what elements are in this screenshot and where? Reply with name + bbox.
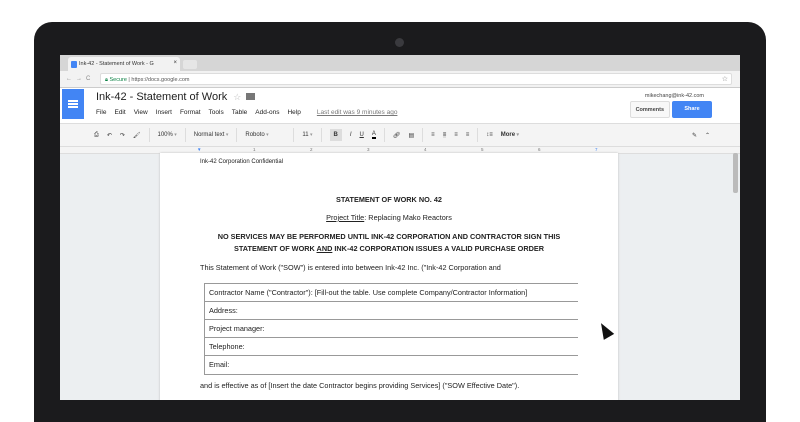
divider (422, 128, 423, 142)
warning-line-1: NO SERVICES MAY BE PERFORMED UNTIL INK-42 CORPORATION AND CONTRACTOR SIGN THIS (217, 232, 561, 241)
divider (477, 128, 478, 142)
ruler-label: 3 (367, 147, 370, 152)
user-account[interactable]: mikechang@ink-42.com (644, 93, 704, 99)
table-row[interactable]: Contractor Name ("Contractor"): [Fill-out the table. Use complete Company/Contractor Information] (205, 284, 578, 302)
more-button[interactable]: More ▾ (501, 132, 519, 138)
table-row[interactable]: Email: (209, 360, 230, 369)
doc-title[interactable]: Ink-42 - Statement of Work (96, 91, 228, 103)
divider (293, 128, 294, 142)
comment-icon[interactable]: ▤ (408, 132, 415, 139)
print-icon[interactable]: ⎙ (94, 131, 99, 138)
indent-marker-icon[interactable]: ▼ (197, 147, 202, 152)
url-text: https://docs.google.com (131, 77, 190, 83)
docs-header (60, 88, 740, 123)
menu-file[interactable]: File (96, 109, 107, 116)
style-select[interactable]: Normal text ▾ (194, 132, 229, 138)
table-row[interactable]: Address: (205, 302, 578, 320)
last-edit-link[interactable]: Last edit was 9 minutes ago (316, 109, 398, 116)
italic-button[interactable]: I (349, 132, 352, 138)
paint-format-icon[interactable]: 🖌︎ (132, 132, 141, 139)
address-bar (60, 71, 740, 88)
comments-button[interactable]: Comments (630, 101, 670, 118)
menu-format[interactable]: Format (179, 109, 201, 116)
ruler-label: 6 (538, 147, 541, 152)
table-row[interactable]: Telephone: (205, 338, 578, 356)
divider (321, 128, 322, 142)
camera (395, 38, 404, 47)
scrollbar[interactable] (733, 153, 738, 193)
effective-text: and is effective as of [Insert the date Contractor begins providing Services] ("SOW Effective Date"). (200, 381, 520, 390)
divider (384, 128, 385, 142)
intro-text: This Statement of Work ("SOW") is entered into between Ink-42 Inc. ("Ink-42 Corporation and (200, 263, 501, 272)
docs-favicon-icon (71, 61, 77, 68)
doc-heading: STATEMENT OF WORK NO. 42 (336, 195, 442, 204)
document-page[interactable] (160, 153, 618, 400)
ruler-label: 7 (595, 147, 598, 152)
align-center-icon[interactable]: ≡ (442, 132, 447, 138)
divider (236, 128, 237, 142)
menu-addons[interactable]: Add-ons (255, 109, 280, 116)
collapse-icon[interactable]: ⌃ (704, 132, 710, 139)
warning-line-2c: INK-42 CORPORATION ISSUES A VALID PURCHASE ORDER (332, 244, 544, 253)
font-select[interactable]: Roboto ▾ (245, 132, 285, 138)
text-color-button[interactable]: A (371, 131, 376, 137)
align-right-icon[interactable]: ≡ (454, 132, 458, 138)
menu-insert[interactable]: Insert (155, 109, 172, 116)
undo-icon[interactable]: ↶ (106, 132, 112, 139)
ruler-label: 5 (481, 147, 484, 152)
project-title-value: : Replacing Mako Reactors (364, 213, 452, 222)
menu-view[interactable]: View (133, 109, 148, 116)
url-input[interactable]: 🔒︎ Secure | https://docs.google.com (100, 73, 732, 85)
ruler-label: 2 (310, 147, 313, 152)
underline-button[interactable]: U (359, 132, 364, 138)
align-left-icon[interactable]: ≡ (431, 132, 435, 138)
toolbar (60, 123, 740, 147)
new-tab-button[interactable] (183, 60, 197, 69)
table-row[interactable]: Project manager: (205, 320, 578, 338)
menu-tools[interactable]: Tools (208, 109, 224, 116)
nav-buttons-icon[interactable]: ←→C (66, 76, 95, 82)
divider (149, 128, 150, 142)
divider (185, 128, 186, 142)
warning-and: AND (316, 244, 333, 253)
line-spacing-icon[interactable]: ↕≡ (486, 132, 493, 138)
close-icon[interactable]: × (173, 60, 177, 66)
font-size-select[interactable]: 11 ▾ (302, 132, 312, 138)
ruler-label: 1 (253, 147, 256, 152)
page-header: Ink-42 Corporation Confidential (200, 159, 284, 165)
docs-logo-icon[interactable] (62, 89, 84, 119)
tab-title: Ink-42 - Statement of Work - G (79, 61, 154, 67)
share-button[interactable]: Share (672, 101, 712, 118)
ruler-label: 4 (424, 147, 427, 152)
bold-button[interactable]: B (330, 129, 342, 141)
tab-bar (60, 55, 740, 71)
zoom-select[interactable]: 100% ▾ (158, 132, 177, 138)
browser-tab[interactable] (68, 57, 180, 71)
warning-line-2a: STATEMENT OF WORK (233, 244, 317, 253)
pen-icon[interactable]: ✎ (691, 132, 697, 139)
screen (60, 55, 740, 400)
folder-icon[interactable] (246, 93, 255, 100)
menu-bar (96, 109, 397, 116)
redo-icon[interactable]: ↷ (119, 132, 125, 139)
secure-label: Secure (109, 77, 127, 83)
menu-help[interactable]: Help (287, 109, 301, 116)
menu-table[interactable]: Table (231, 109, 248, 116)
link-icon[interactable]: 🔗︎ (392, 132, 401, 139)
menu-edit[interactable]: Edit (114, 109, 126, 116)
contractor-table (204, 283, 578, 375)
lock-icon: 🔒︎ (105, 77, 108, 83)
star-icon[interactable]: ☆ (233, 92, 242, 102)
project-title-label: Project Title (326, 213, 365, 222)
justify-icon[interactable]: ≡ (465, 132, 470, 138)
bookmark-star-icon[interactable]: ☆ (721, 76, 728, 83)
